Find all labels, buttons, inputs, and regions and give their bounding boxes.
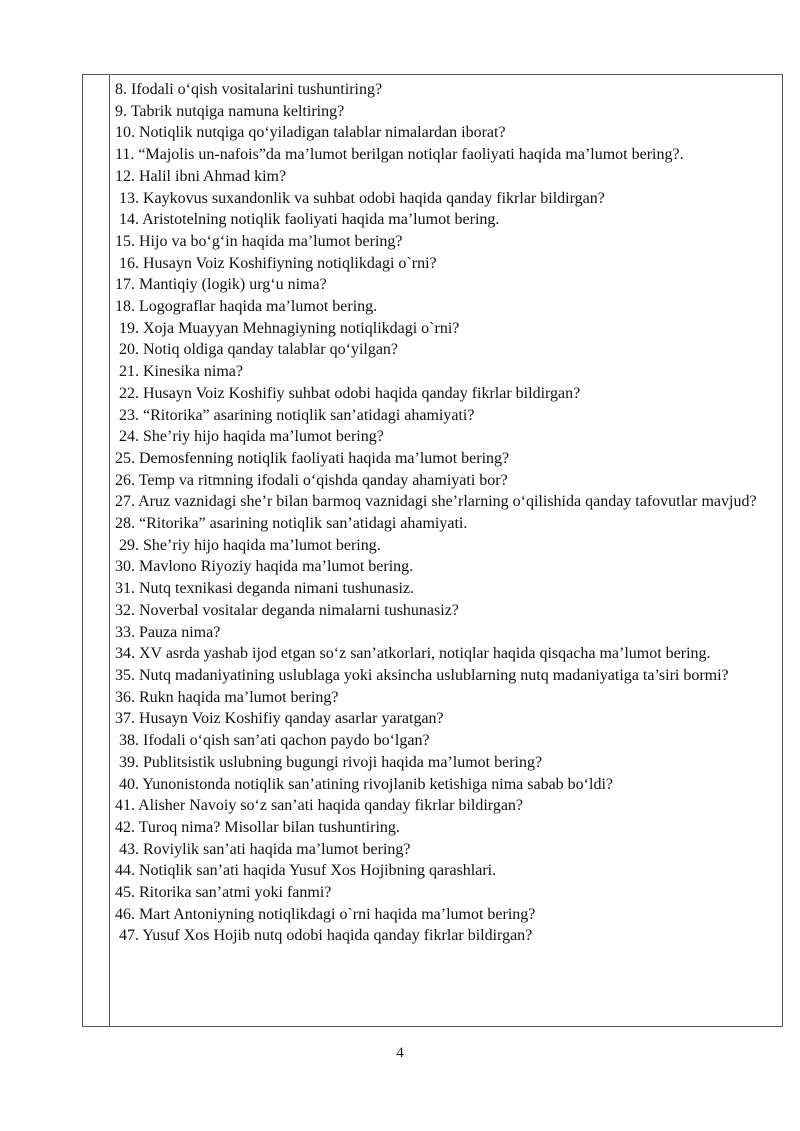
question-item: 36. Rukn haqida ma’lumot bering?	[115, 688, 339, 706]
question-item: 19. Xoja Muayyan Mehnagiyning notiqlikdagi o`rni?	[119, 319, 460, 337]
question-item: 22. Husayn Voiz Koshifiy suhbat odobi haqida qanday fikrlar bildirgan?	[119, 384, 581, 402]
question-item: 8. Ifodali o‘qish vositalarini tushuntiring?	[115, 81, 383, 98]
question-item: 40. Yunonistonda notiqlik san’atining rivojlanib ketishiga nima sabab bo‘ldi?	[119, 775, 613, 793]
question-item: 17. Mantiqiy (logik) urg‘u nima?	[115, 276, 327, 294]
question-item: 10. Notiqlik nutqiga qo‘yiladigan talablar nimalardan iborat?	[115, 124, 506, 142]
question-item: 32. Noverbal vositalar deganda nimalarni tushunasiz?	[115, 601, 459, 619]
question-item: 16. Husayn Voiz Koshifiyning notiqlikdagi o`rni?	[119, 254, 437, 272]
question-item: 28. “Ritorika” asarining notiqlik san’atidagi ahamiyati.	[115, 515, 468, 533]
question-item: 25. Demosfenning notiqlik faoliyati haqida ma’lumot bering?	[115, 449, 510, 467]
question-item: 23. “Ritorika” asarining notiqlik san’atidagi ahamiyati?	[119, 406, 475, 424]
question-item: 24. She’riy hijo haqida ma’lumot bering?	[119, 428, 384, 446]
question-item: 37. Husayn Voiz Koshifiy qanday asarlar yaratgan?	[115, 710, 444, 728]
questions-cell	[115, 79, 764, 947]
question-item: 29. She’riy hijo haqida ma’lumot bering.	[119, 536, 381, 554]
question-item: 42. Turoq nima? Misollar bilan tushuntiring.	[115, 818, 400, 836]
question-item: 12. Halil ibni Ahmad kim?	[115, 167, 287, 185]
page-number: 4	[396, 1045, 404, 1061]
question-item: 21. Kinesika nima?	[119, 363, 243, 381]
questions-table	[82, 74, 783, 1027]
question-item: 43. Roviylik san’ati haqida ma’lumot bering?	[119, 840, 411, 858]
question-item: 30. Mavlono Riyoziy haqida ma’lumot bering.	[115, 558, 414, 576]
question-item: 44. Notiqlik san’ati haqida Yusuf Xos Hojibning qarashlari.	[115, 862, 497, 880]
question-item: 9. Tabrik nutqiga namuna keltiring?	[115, 102, 345, 120]
question-item: 15. Hijo va bo‘g‘in haqida ma’lumot bering?	[115, 232, 403, 250]
question-item: 14. Aristotelning notiqlik faoliyati haqida ma’lumot bering.	[119, 211, 500, 229]
question-item: 41. Alisher Navoiy so‘z san’ati haqida qanday fikrlar bildirgan?	[115, 797, 524, 815]
question-item: 18. Logograflar haqida ma’lumot bering.	[115, 298, 378, 316]
question-item: 38. Ifodali o‘qish san’ati qachon paydo bo‘lgan?	[119, 732, 430, 750]
question-item: 35. Nutq madaniyatining uslublaga yoki aksincha uslublarning nutq madaniyatiga ta’siri bormi?	[115, 666, 729, 684]
question-item: 47. Yusuf Xos Hojib nutq odobi haqida qanday fikrlar bildirgan?	[119, 927, 533, 945]
question-item: 34. XV asrda yashab ijod etgan so‘z san’atkorlari, notiqlar haqida qisqacha ma’lumot bering.	[115, 645, 711, 663]
question-item: 13. Kaykovus suxandonlik va suhbat odobi haqida qanday fikrlar bildirgan?	[119, 189, 605, 207]
column-divider	[109, 75, 110, 1026]
question-item: 45. Ritorika san’atmi yoki fanmi?	[115, 884, 332, 902]
question-item: 39. Publitsistik uslubning bugungi rivoji haqida ma’lumot bering?	[119, 753, 543, 771]
question-item: 26. Temp va ritmning ifodali o‘qishda qanday ahamiyati bor?	[115, 471, 508, 489]
question-item: 20. Notiq oldiga qanday talablar qo‘yilgan?	[119, 341, 399, 359]
question-item: 31. Nutq texnikasi deganda nimani tushunasiz.	[115, 580, 415, 598]
question-item: 27. Aruz vaznidagi she’r bilan barmoq vaznidagi she’rlarning o‘qilishida qanday tafovutlar mavjud?	[115, 493, 757, 511]
question-item: 11. “Majolis un-nafois”da ma’lumot berilgan notiqlar faoliyati haqida ma’lumot bering?.	[115, 146, 684, 164]
question-item: 46. Mart Antoniyning notiqlikdagi o`rni haqida ma’lumot bering?	[115, 905, 536, 923]
question-item: 33. Pauza nima?	[115, 623, 221, 641]
